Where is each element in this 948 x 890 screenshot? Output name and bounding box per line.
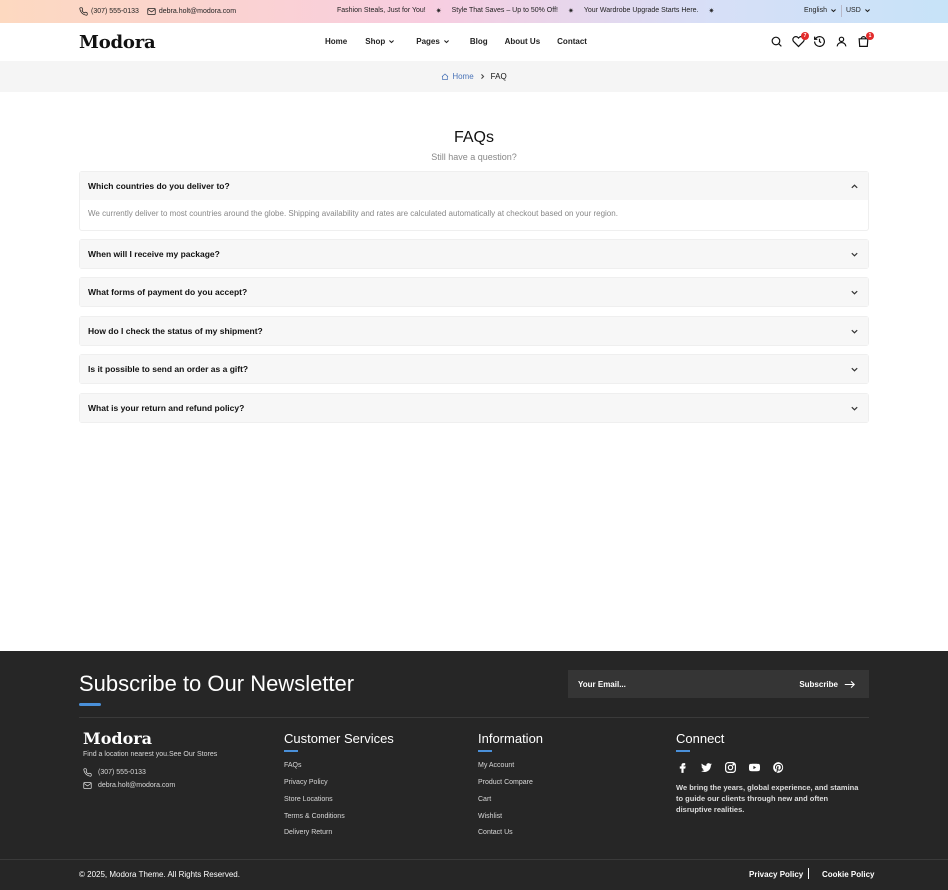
nav-shop[interactable] [365,37,395,46]
heading-underline [478,750,492,752]
nav-blog[interactable]: Blog [469,37,488,46]
breadcrumb-current: FAQ [490,72,507,81]
newsletter-email-input[interactable]: Your Email... [578,679,626,689]
faq-item [79,171,869,231]
footer-bottom-divider [0,859,948,860]
faq-question-text: Is it possible to send an order as a gift? [88,364,249,374]
language-value: English [804,7,827,14]
faq-question-text: What forms of payment do you accept? [88,287,248,297]
subscribe-label: Subscribe [799,679,838,689]
newsletter-title: Subscribe to Our Newsletter [79,671,355,696]
faq-question[interactable] [80,394,868,422]
currency-select[interactable] [846,7,871,14]
main-nav [325,37,587,46]
wishlist-button[interactable] [792,35,805,49]
topbar-contact [79,7,236,16]
newsletter-underline [79,703,101,706]
chevron-down-icon [830,7,837,14]
faq-question-text: When will I receive my package? [88,249,220,259]
footer-logo[interactable]: Modora [83,729,153,748]
nav-pages-label: Pages [416,37,440,46]
newsletter-form [568,670,869,698]
promo-text: Style That Saves – Up to 50% Off! [451,7,558,14]
chevron-down-icon [388,38,395,45]
facebook-icon[interactable] [676,761,689,774]
faq-question-text: What is your return and refund policy? [88,403,245,413]
chevron-down-icon [850,404,859,413]
breadcrumb-home[interactable] [441,72,473,81]
topbar-phone[interactable] [79,7,139,16]
footer-divider [79,717,869,718]
nav-about[interactable]: About Us [504,37,541,46]
user-icon [835,35,848,48]
promo-text: Your Wardrobe Upgrade Starts Here. [583,7,699,14]
faq-question[interactable] [80,317,868,345]
nav-shop-label: Shop [365,37,386,46]
breadcrumb [0,61,948,92]
store-locator-text[interactable]: Find a location nearest you.See Our Stores [83,751,218,758]
cart-button[interactable] [857,35,870,49]
chevron-down-icon [850,250,859,259]
footer-link-my-account[interactable]: My Account [478,762,515,769]
page-subtitle: Still have a question? [431,152,517,162]
currency-value: USD [846,7,861,14]
faq-question-text: Which countries do you deliver to? [88,181,230,191]
recently-viewed-button[interactable] [813,35,826,49]
site-footer [0,651,948,890]
search-button[interactable] [770,35,783,49]
footer-phone[interactable] [83,768,146,777]
chevron-up-icon [850,182,859,191]
connect-description: We bring the years, global experience, and stamina to guide our clients through new and often disruptive realities. [676,783,859,814]
topbar-phone-text: (307) 555-0133 [91,8,139,15]
search-icon [770,35,783,48]
information-heading: Information [478,731,544,746]
footer-link-cart[interactable]: Cart [478,796,492,803]
faq-item [79,316,869,346]
subscribe-button[interactable] [799,680,855,689]
footer-link-product-compare[interactable]: Product Compare [478,779,533,786]
nav-home[interactable]: Home [325,37,348,46]
copyright-text: © 2025, Modora Theme. All Rights Reserved. [79,870,240,879]
faq-question[interactable] [80,355,868,383]
account-button[interactable] [835,35,848,49]
faq-item [79,354,869,384]
page-title: FAQs [453,129,494,146]
chevron-down-icon [850,365,859,374]
faq-item [79,393,869,423]
breadcrumb-home-label: Home [452,72,474,81]
home-icon [441,73,449,81]
nav-contact[interactable]: Contact [557,37,587,46]
chevron-down-icon [864,7,871,14]
chevron-down-icon [443,38,450,45]
faq-question[interactable] [80,240,868,268]
history-icon [813,35,826,48]
faq-item [79,277,869,307]
heading-underline [676,750,690,752]
twitter-icon[interactable] [700,761,713,774]
faq-item [79,239,869,269]
footer-email-text: debra.holt@modora.com [98,782,176,789]
star-icon: ✷ [567,8,574,15]
star-icon: ✷ [708,8,715,15]
connect-heading: Connect [676,731,725,746]
footer-link-contact-us[interactable]: Contact Us [478,829,513,836]
mail-icon [147,7,156,16]
phone-icon [83,768,92,777]
chevron-down-icon [850,288,859,297]
topbar-divider [841,5,842,17]
footer-link-store-locations[interactable]: Store Locations [284,796,333,803]
promo-text: Fashion Steals, Just for You! [337,7,426,14]
topbar-email-text: debra.holt@modora.com [158,8,237,15]
privacy-policy-link[interactable]: Privacy Policy [749,870,804,879]
footer-link-privacy[interactable]: Privacy Policy [284,779,328,786]
faq-question[interactable] [80,278,868,306]
chevron-right-icon [479,73,486,80]
promo-ticker [337,7,714,15]
footer-phone-text: (307) 555-0133 [98,769,146,776]
arrow-right-icon [844,680,855,689]
youtube-icon[interactable] [748,761,761,774]
faq-question[interactable] [80,172,868,200]
footer-link-terms[interactable]: Terms & Conditions [284,813,345,820]
customer-services-heading: Customer Services [284,731,394,746]
faq-question-text: How do I check the status of my shipment? [88,326,263,336]
pinterest-icon[interactable] [772,761,785,774]
cookie-policy-link[interactable]: Cookie Policy [822,870,875,879]
site-logo[interactable]: Modora [79,32,156,53]
wishlist-count-badge: 7 [801,32,809,40]
instagram-icon[interactable] [724,761,737,774]
topbar-email[interactable] [147,7,236,16]
legal-separator [808,868,809,879]
social-links [676,761,785,774]
language-select[interactable] [804,7,837,14]
site-header [0,23,948,61]
faq-answer: We currently deliver to most countries around the globe. Shipping availability and rates are calculated automatically at checkout based on your region. [88,209,618,218]
heading-underline [284,750,298,752]
footer-email[interactable] [83,781,175,790]
announcement-bar [0,0,948,23]
footer-link-delivery-return[interactable]: Delivery Return [284,829,333,836]
chevron-down-icon [850,327,859,336]
footer-link-wishlist[interactable]: Wishlist [478,813,503,820]
nav-pages[interactable] [416,37,450,46]
footer-link-faqs[interactable]: FAQs [284,762,302,769]
phone-icon [79,7,88,16]
cart-count-badge: 1 [866,32,874,40]
mail-icon [83,781,92,790]
star-icon: ✷ [435,8,442,15]
